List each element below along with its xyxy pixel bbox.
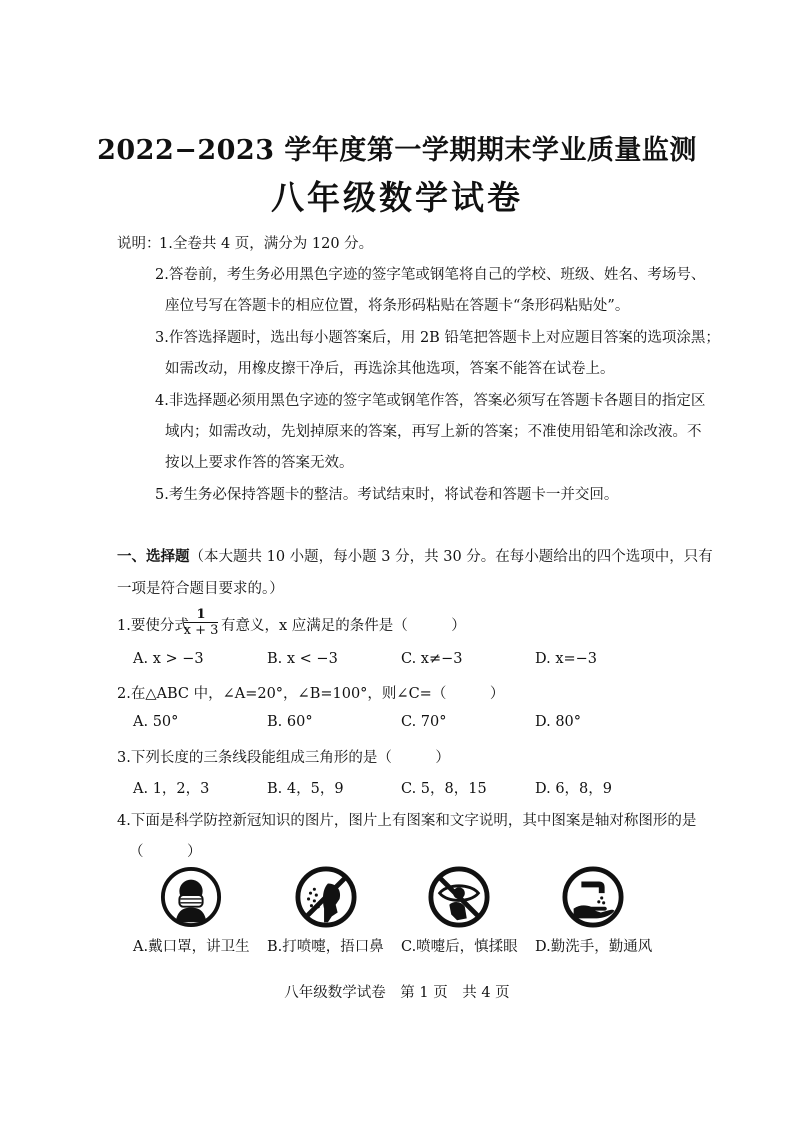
exam-subtitle: 八年级数学试卷 — [271, 178, 523, 217]
q1-fraction-numerator: 1 — [196, 607, 206, 622]
section-description: （本大题共 10 小题，每小题 3 分，共 30 分。在每小题给出的四个选项中，只有 — [189, 549, 713, 565]
instruction-line-1: 1.全卷共 4 页，满分为 120 分。 — [159, 236, 374, 252]
q2-option-c: C. 70° — [401, 714, 447, 730]
q4-option-d: D.勤洗手，勤通风 — [535, 939, 653, 955]
exam-title: 2022−2023 学年度第一学期期末学业质量监测 — [97, 135, 697, 166]
q1-option-d: D. x=−3 — [535, 651, 598, 667]
q2-option-d: D. 80° — [535, 714, 582, 730]
instruction-line-4: 3.作答选择题时，选出每小题答案后，用 2B 铅笔把答题卡上对应题目答案的选项涂黑； — [155, 330, 720, 346]
instruction-line-2: 2.答卷前，考生务必用黑色字迹的签字笔或钢笔将自己的学校、班级、姓名、考场号、 — [155, 267, 706, 283]
q1-option-a: A. x > −3 — [133, 651, 204, 667]
instruction-line-3: 座位号写在答题卡的相应位置，将条形码粘贴在答题卡“条形码粘贴处”。 — [165, 298, 630, 314]
q2-option-b: B. 60° — [267, 714, 313, 730]
q2-stem: 2.在△ABC 中，∠A=20°，∠B=100°，则∠C=（ ） — [117, 686, 505, 702]
instruction-line-5: 如需改动，用橡皮擦干净后，再选涂其他选项，答案不能答在试卷上。 — [165, 361, 615, 377]
page-footer: 八年级数学试卷 第 1 页 共 4 页 — [284, 985, 510, 1001]
instruction-line-9: 5.考生务必保持答题卡的整洁。考试结束时，将试卷和答题卡一并交回。 — [155, 487, 619, 503]
q1-fraction — [183, 607, 219, 639]
q4-answer-blank: （ ） — [129, 844, 202, 860]
q3-option-c: C. 5，8，15 — [401, 781, 487, 797]
no-sneeze-icon — [295, 866, 357, 928]
q4-stem: 4.下面是科学防控新冠知识的图片，图片上有图案和文字说明，其中图案是轴对称图形的是 — [117, 813, 697, 829]
section-heading-line — [117, 545, 713, 566]
instruction-line-7: 域内；如需改动，先划掉原来的答案，再写上新的答案；不准使用铅笔和涂改液。不 — [165, 424, 702, 440]
no-eye-rub-icon — [428, 866, 490, 928]
section-description-line-2: 一项是符合题目要求的。） — [117, 581, 284, 597]
q4-option-c: C.喷嚏后，慎揉眼 — [401, 939, 518, 955]
q1-option-c: C. x≠−3 — [401, 651, 463, 667]
q1-stem-pre: 1.要使分式 — [117, 618, 189, 634]
q1-stem-post: 有意义，x 应满足的条件是（ ） — [221, 618, 466, 634]
q1-option-b: B. x < −3 — [267, 651, 338, 667]
q4-option-a: A.戴口罩，讲卫生 — [133, 939, 250, 955]
q4-option-b: B.打喷嚏，捂口鼻 — [267, 939, 384, 955]
q3-option-d: D. 6，8，9 — [535, 781, 613, 797]
q2-option-a: A. 50° — [133, 714, 179, 730]
hand-wash-icon — [562, 866, 624, 928]
q1-fraction-denominator: x + 3 — [183, 623, 219, 638]
instruction-line-8: 按以上要求作答的答案无效。 — [165, 455, 354, 471]
q3-option-b: B. 4，5，9 — [267, 781, 344, 797]
instruction-line-6: 4.非选择题必须用黑色字迹的签字笔或钢笔作答，答案必须写在答题卡各题目的指定区 — [155, 393, 706, 409]
mask-icon — [160, 866, 222, 928]
instructions-label: 说明： — [117, 236, 161, 252]
section-heading: 一、选择题 — [117, 548, 190, 565]
q3-option-a: A. 1，2，3 — [133, 781, 210, 797]
q3-stem: 3.下列长度的三条线段能组成三角形的是（ ） — [117, 750, 450, 766]
